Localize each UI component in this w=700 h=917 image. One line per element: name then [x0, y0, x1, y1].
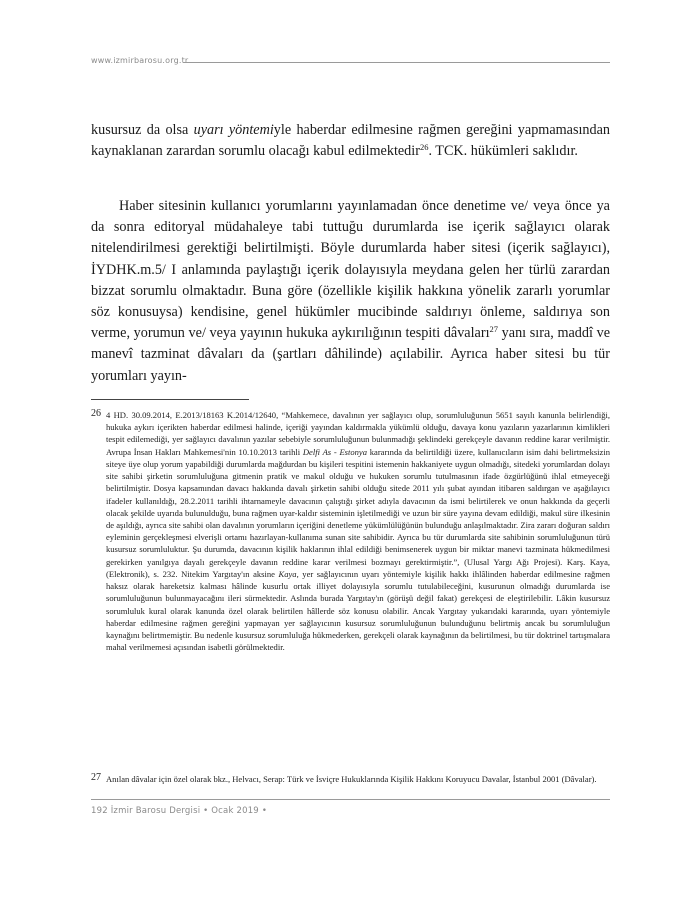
header-url: www.izmirbarosu.org.tr [91, 56, 189, 65]
body-paragraph-2 [91, 196, 610, 387]
footnote-26-number: 26 [91, 408, 101, 419]
footnote-27 [91, 773, 610, 785]
fn26-part-3: , yer sağlayıcının uyarı yöntemiyle kişilik hakkı ihlâlinden haberdar edilmesine rağmen haksız olarak hareketsiz kalması hâlinde kusurlu ortak illiyet dolayısıyla sorumlu tutulabileceğini, kusurunun olmadığı durumlarda ise sorumluluğunun bulunmayacağını ileri sürmektedir. Aslında burada Yargıtay'ın (görüşü değil fakat) gerekçesi de eleştirilebilir. Lâkin kusursuz sorumluluk kural olarak kanunda özel olarak belirtilen hâllerde söz konusu olabilir. Ancak Yargıtay yukarıdaki kararında, uyarı yöntemiyle haberdar edilmesine rağmen gereğini yapmayan yer sağlayıcının kusursuz sorumluluğunun bulunduğunu belirtmiş ancak bu sorumluluğun kaynağını belirtmemiştir. Bu nedenle kusursuz sorumluluğa hükmederken, gerekçeli olarak kaynağının da belirtilmesi, bu tür doktrinel tartışmalara mahal verilmemesi açısından isabetli görülmektedir. [106, 568, 610, 653]
footnote-26-text [91, 409, 610, 653]
p1-italic-term: uyarı yöntemi [193, 122, 274, 138]
header-rule [183, 62, 610, 63]
footnote-27-number: 27 [91, 772, 101, 783]
p1-text-mid: yle haberdar edilmesine rağmen gereğini yapmamasından kaynaklanan zarardan sorumlu olacağı kabul edilmektedir [91, 122, 610, 160]
p1-text-start: kusursuz da olsa [91, 122, 194, 138]
footer-rule [91, 799, 610, 800]
body-paragraph-1 [91, 120, 610, 162]
fn26-part-1: 4 HD. 30.09.2014, E.2013/18163 K.2014/12640, “Mahkemece, davalının yer sağlayıcı olup, sorumluluğunun 5651 sayılı kanunla belirlendiği, hukuka aykırı içerikten haberdar edilmesi halinde, içeriği yayından kaldırmakla yükümlü olduğu, davaya konu yazıların yazarlarının kimlikleri tespit edilemediği, yer sağlayıcı davalının yazılar sebebiyle sorumluluğunun bulunmadığı şeklindeki gerekçeyle davanın reddine karar verilmiştir. Avrupa İnsan Hakları Mahkemesi'nin 10.10.2013 tarihli [106, 410, 610, 457]
p1-text-end: . TCK. hükümleri saklıdır. [428, 143, 578, 160]
fn26-part-2: kararında da belirtildiği üzere, kullanıcıların isim dahi belirtmeksizin siteye üye olup yorum yapabildiği durumlarda mağdurdan bu kişileri tespitini istemenin hakkaniyete uygun olmadığı, sitedeki yorumlardan dolayı site sahibi şirketin sorumluluğuna gitmenin pratik ve makul olduğu ve hukuken sorumlu tutulmasının ifade özgürlüğünü ihlal etmeyeceği belirtilmiştir. Dosya kapsamından davacı hakkında davalı şirketin sahibi olduğu sitede 2011 yılı şubat ayından itibaren saldırgan ve aşağılayıcı ifadeler kullanıldığı, 28.2.2011 tarihli ihtarnameyle davacının çalıştığı şirket adıyla davacının da ismi belirtilerek ve onun hakkında da geçerli olacak şekilde uyarıda bulunulduğu, buna rağmen uyar-kaldır sisteminin işletilmediği ve uzun bir süre yayına devam edildiği, makul süre ilkesinin de aşıldığı, ayrıca site sahibi olan davalının yorumların içeriğini denetleme yükümlülüğünün bulunduğu anlaşılmaktadır. Zira zararı doğuran saldırı eyleminin gerçekleşmesi elverişli ortamı hazırlayan-kullanıma sunan site sahibidir. Ayrıca bu tür durumlarda site sahibinin sorumluluğunun türü kusursuz sorumluluktur. Şu durumda, davacının kişilik haklarının ihlal edildiği benimsenerek uygun bir miktar manevi tazminata hükmedilmesi gerekirken yanılgıya dayalı gerekçeyle davanın reddine karar verilmesi bozmayı gerektirmiştir.”, (Ulusal Yargı Ağı Projesi). Karş. Kaya, (Elektronik), s. 232. Nitekim Yargıtay'ın aksine [106, 446, 610, 579]
footnote-separator [91, 399, 249, 400]
footnote-ref-26[interactable]: 26 [419, 142, 429, 153]
footnote-26 [91, 409, 610, 653]
footnote-ref-27[interactable]: 27 [489, 324, 499, 335]
footnote-27-text: Anılan dâvalar için özel olarak bkz., Helvacı, Serap: Türk ve İsviçre Hukuklarında Kişilik Hakkını Koruyucu Davalar, İstanbul 2001 (Dâvalar). [106, 774, 597, 784]
p2-text-end: yanı sıra, maddî ve manevî tazminat dâvaları da (şartları dâhilinde) açılabilir. Ayrıca haber sitesi bu tür yorumları yayın- [91, 325, 610, 384]
fn26-case-name: Delfi As - Estonya [302, 446, 367, 457]
page-footer: 192 İzmir Barosu Dergisi • Ocak 2019 • [91, 806, 268, 816]
fn26-author-name: Kaya [278, 568, 297, 579]
p2-text-start: Haber sitesinin kullanıcı yorumlarını yayınlamadan önce denetime ve/ veya önce ya da sonra editoryal müdahaleye tabi tuttuğu durumlarda ise içerik sağlayıcı olarak nitelendirilmesi gerektiği belirtilmişti. Böyle durumlarda haber sitesi (içerik sağlayıcı), İYDHK.m.5/ I anlamında paylaştığı içerik dolayısıyla meydana gelen her türlü zarardan bizzat sorumlu olmaktadır. Buna göre (özellikle kişilik hakkına yönelik zararlı yorumlar söz konusuysa) kendisine, genel hükümler mucibinde saldırıyı önleme, saldırıya son verme, yorumun ve/ veya yayının hukuka aykırılığının tespiti dâvaları [91, 198, 610, 342]
